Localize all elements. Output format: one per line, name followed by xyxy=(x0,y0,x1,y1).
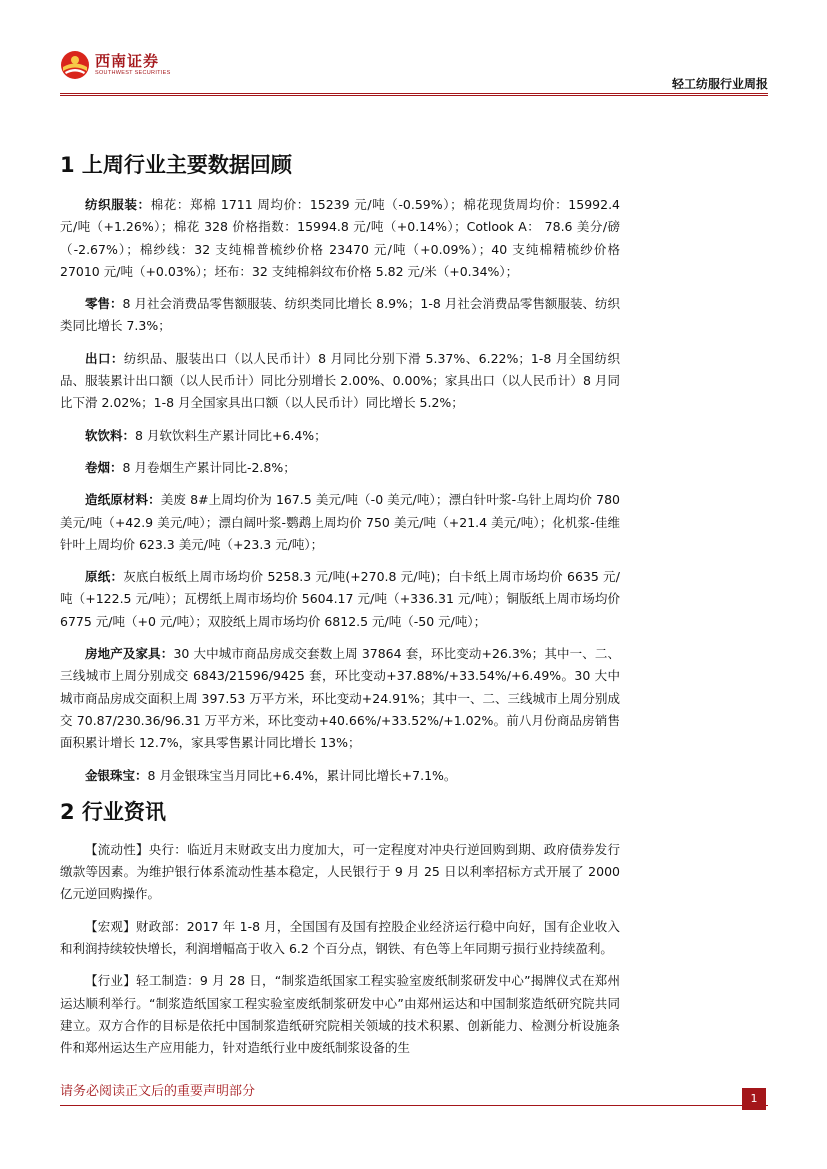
section2-heading: 2 行业资讯 xyxy=(60,799,166,824)
paragraph-text: 棉花：郑棉 1711 周均价：15239 元/吨（-0.59%）；棉花现货周均价：15992.4 元/吨（+1.26%）；棉花 328 价格指数：15994.8 元/吨（+0.14%）；Cotlook A： 78.6 美分/磅（-2.67%）；棉纱线：32 支纯棉普梳纱价格 23470 元/吨（+0.09%）；40 支纯棉精梳纱价格 27010 元/吨（+0.03%）；坯布：32 支纯棉斜纹布价格 5.82 元/米（+0.34%）； xyxy=(60,197,620,279)
paragraph xyxy=(60,489,620,556)
header-divider-secondary xyxy=(60,95,768,96)
paragraph-text: 30 大中城市商品房成交套数上周 37864 套，环比变动+26.3%；其中一、二、三线城市上周分别成交 6843/21596/9425 套，环比变动+37.88%/+33.54%/+6.49%。30 大中城市商品房成交面积上周 397.53 万平方米，环比变动+24.91%；其中一、二、三线城市上周分别成交 70.87/230.36/96.31 万平方米，环比变动+40.66%/+33.52%/+1.02%。前八月份商品房销售面积累计增长 12.7%，家具零售累计同比增长 13%； xyxy=(60,646,620,751)
sun-logo-icon xyxy=(60,50,90,80)
paragraph-label: 房地产及家具： xyxy=(85,646,174,662)
paragraph xyxy=(60,839,620,906)
page-header xyxy=(60,48,768,92)
paragraph xyxy=(60,425,620,447)
logo-chinese-name: 西南证券 xyxy=(95,52,160,70)
paragraph xyxy=(60,566,620,633)
company-logo xyxy=(60,50,171,80)
paragraph-label: 软饮料： xyxy=(85,427,136,443)
header-divider xyxy=(60,93,768,94)
paragraph-label: 原纸： xyxy=(85,569,124,585)
paragraph xyxy=(60,457,620,479)
report-name: 轻工纺服行业周报 xyxy=(671,77,768,91)
section1-heading: 1 上周行业主要数据回顾 xyxy=(60,153,292,177)
section1-body xyxy=(60,194,620,787)
paragraph xyxy=(60,194,620,283)
paragraph-text: 央行：临近月末财政支出力度加大，可一定程度对冲央行逆回购到期、政府债券发行缴款等因素。为维护银行体系流动性基本稳定，人民银行于 9 月 25 日以利率招标方式开展了 2000 亿元逆回购操作。 xyxy=(60,841,620,902)
paragraph xyxy=(60,643,620,754)
paragraph xyxy=(60,970,620,1059)
paragraph-label: 卷烟： xyxy=(85,459,123,475)
paragraph-text: 美废 8#上周均价为 167.5 美元/吨（-0 美元/吨）；漂白针叶浆-乌针上周均价 780 美元/吨（+42.9 美元/吨）；漂白阔叶浆-鹦鹉上周均价 750 美元/吨（+21.4 美元/吨）；化机浆-佳维针叶上周均价 623.3 美元/吨（+23.3 元/吨）； xyxy=(60,492,620,552)
paragraph-label: 出口： xyxy=(85,350,124,366)
paragraph xyxy=(60,293,620,338)
paragraph-text: 8 月卷烟生产累计同比-2.8%； xyxy=(122,459,296,475)
paragraph-text: 8 月社会消费品零售额服装、纺织类同比增长 8.9%；1-8 月社会消费品零售额服装、纺织类同比增长 7.3%； xyxy=(60,296,620,334)
page-number: 1 xyxy=(742,1088,766,1110)
paragraph xyxy=(60,765,620,787)
footer-divider xyxy=(60,1105,768,1106)
paragraph-text: 财政部：2017 年 1-8 月，全国国有及国有控股企业经济运行稳中向好，国有企业收入和利润持续较快增长，利润增幅高于收入 6.2 个百分点，钢铁、有色等上年同期亏损行业持续盈利。 xyxy=(60,918,620,957)
paragraph-text: 纺织品、服装出口（以人民币计）8 月同比分别下滑 5.37%、6.22%；1-8 月全国纺织品、服装累计出口额（以人民币计）同比分别增长 2.00%、0.00%；家具出口（以人民币计）8 月同比下滑 2.02%；1-8 月全国家具出口额（以人民币计）同比增长 5.2%； xyxy=(60,350,620,411)
main-content xyxy=(60,140,620,1070)
paragraph-label: 【流动性】 xyxy=(85,841,149,857)
paragraph-text: 8 月软饮料生产累计同比+6.4%； xyxy=(135,427,327,443)
paragraph-label: 造纸原材料： xyxy=(85,492,161,508)
paragraph-label: 零售： xyxy=(85,296,123,312)
paragraph-label: 【行业】 xyxy=(85,973,137,989)
paragraph-label: 【宏观】 xyxy=(85,918,136,934)
paragraph-text: 灰底白板纸上周市场均价 5258.3 元/吨(+270.8 元/吨)；白卡纸上周市场均价 6635 元/吨（+122.5 元/吨）；瓦楞纸上周市场均价 5604.17 元/吨（+336.31 元/吨）；铜版纸上周市场均价 6775 元/吨（+0 元/吨）；双胶纸上周市场均价 6812.5 元/吨（-50 元/吨）； xyxy=(60,569,620,629)
paragraph xyxy=(60,348,620,415)
paragraph-text: 8 月金银珠宝当月同比+6.4%，累计同比增长+7.1%。 xyxy=(147,767,457,783)
paragraph-text: 轻工制造：9 月 28 日，“制浆造纸国家工程实验室废纸制浆研发中心”揭牌仪式在郑州运达顺利举行。“制浆造纸国家工程实验室废纸制浆研发中心”由郑州运达和中国制浆造纸研究院共同建立。双方合作的目标是依托中国制浆造纸研究院相关领域的技术积累、创新能力、检测分析设施条件和郑州运达生产应用能力，针对造纸行业中废纸制浆设备的生 xyxy=(60,973,620,1056)
section2-body xyxy=(60,839,620,1060)
paragraph-label: 纺织服装： xyxy=(85,197,151,212)
paragraph-label: 金银珠宝： xyxy=(85,767,148,783)
paragraph xyxy=(60,916,620,961)
disclaimer-note: 请务必阅读正文后的重要声明部分 xyxy=(60,1084,256,1099)
logo-english-name: SOUTHWEST SECURITIES xyxy=(95,70,171,76)
